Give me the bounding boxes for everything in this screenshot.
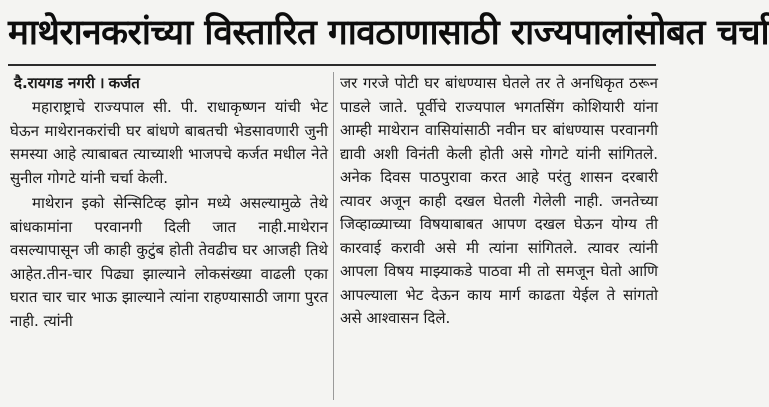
byline — [14, 72, 328, 94]
column-divider — [333, 72, 334, 400]
paragraph: महाराष्ट्राचे राज्यपाल सी. पी. राधाकृष्णन यांची भेट घेऊन माथेरानकरांची घर बांधणे बाबतची भेडसावणारी जुनी समस्या आहे त्याबाबत त्याच्याशी भाजपचे कर्जत मधील नेते सुनील गोगटे यांनी चर्चा केली. — [10, 98, 328, 187]
right-column — [340, 72, 658, 331]
byline-separator: । — [98, 74, 105, 92]
headline: माथेरानकरांच्या विस्तारित गावठाणासाठी राज्यपालांसोबत चर्चा — [8, 13, 769, 53]
byline-source: दै.रायगड नगरी — [14, 74, 95, 92]
left-column — [10, 72, 328, 333]
paragraph: माथेरान इको सेन्सिटिव्ह झोन मध्ये असल्यामुळे तेथे बांधकामांना परवानगी दिली जात नाही.माथेरान वसल्यापासून जी काही कुटुंब होती तेवढीच घर आजही तिथे आहेत.तीन-चार पिढ्या झाल्याने लोकसंख्या वाढली एका घरात चार चार भाऊ झाल्याने त्यांना राहण्यासाठी जागा पुरत नाही. त्यांनी — [10, 194, 328, 330]
paragraph: जर गरजे पोटी घर बांधण्यास घेतले तर ते अनधिकृत ठरून पाडले जाते. पूर्वीचे राज्यपाल भगतसिंग कोशियारी यांना आम्ही माथेरान वासियांसाठी नवीन घर बांधण्यास परवानगी द्यावी अशी विनंती केली होती असे गोगटे यांनी सांगितले. अनेक दिवस पाठपुरावा करत आहे परंतु शासन दरबारी त्यावर अजून काही दखल घेतली गेलेली नाही. जनतेच्या जिव्हाळ्याच्या विषयाबाबत आपण दखल घेऊन योग्य ती कारवाई करावी असे मी त्यांना सांगितले. त्यावर त्यांनी आपला विषय माझ्याकडे पाठवा मी तो समजून घेतो आणि आपल्याला भेट देऊन काय मार्ग काढता येईल ते सांगतो असे आश्वासन दिले. — [340, 74, 658, 327]
headline-rule — [8, 64, 656, 66]
byline-location: कर्जत — [108, 74, 140, 92]
